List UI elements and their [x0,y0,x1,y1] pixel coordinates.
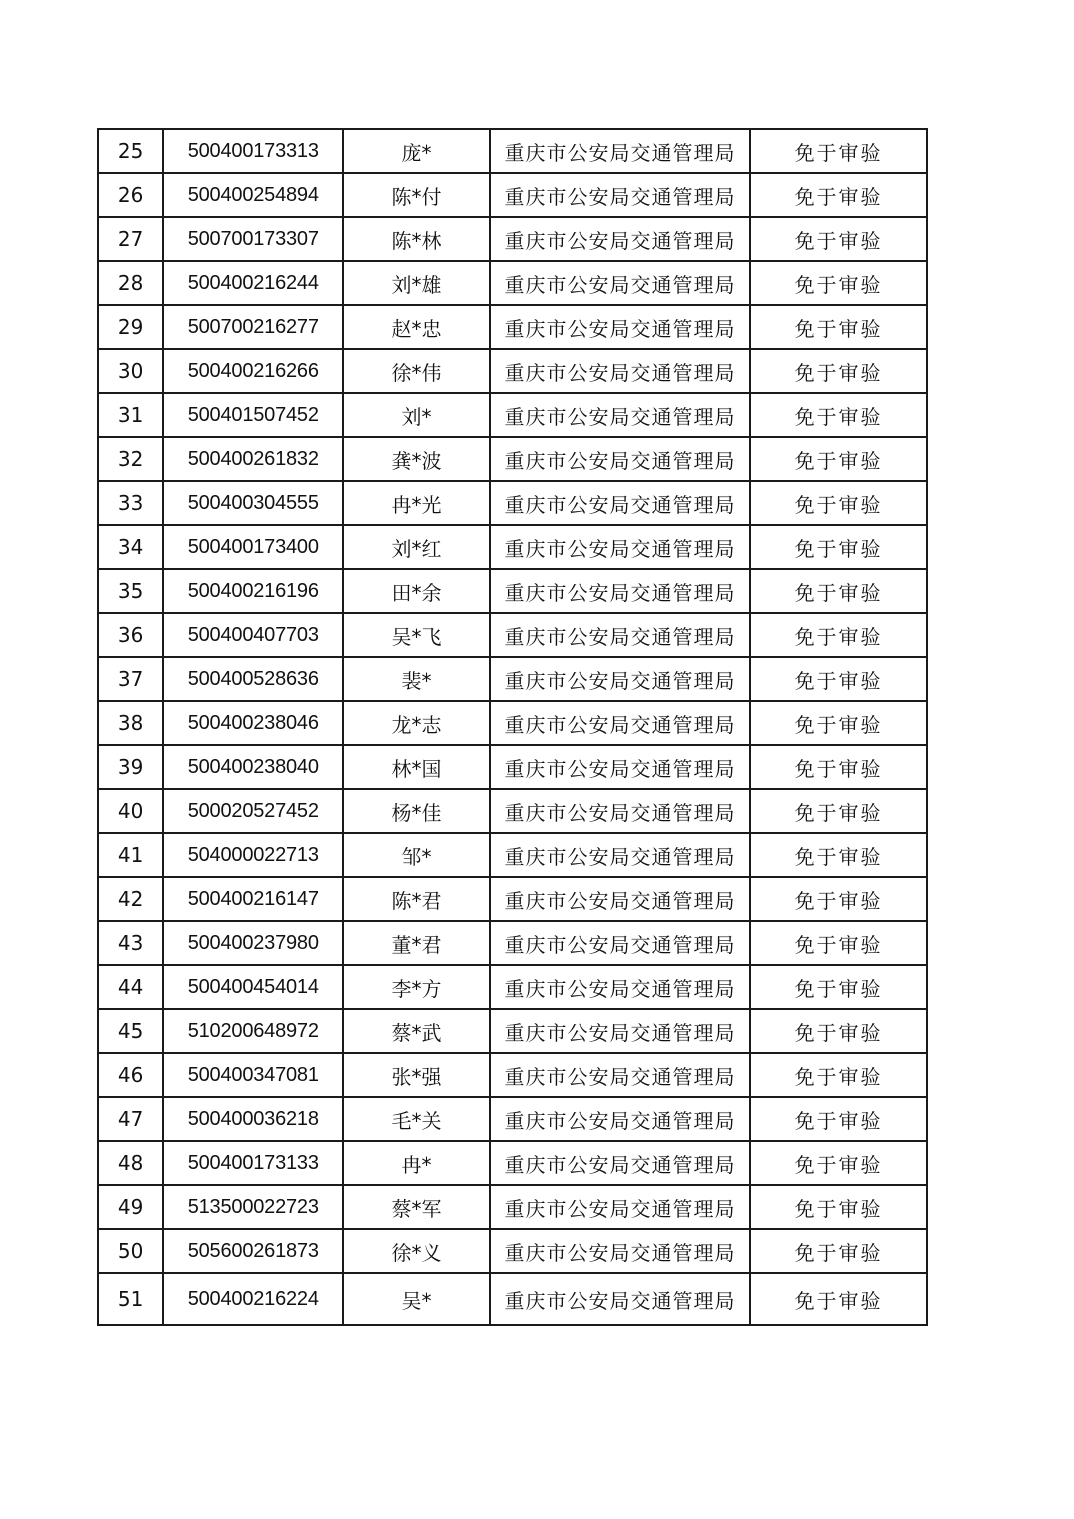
license-id-cell: 500400304555 [163,481,343,525]
license-id-cell: 500400216244 [163,261,343,305]
license-id-cell: 500400173313 [163,129,343,173]
review-status-cell: 免于审验 [750,437,927,481]
issuing-authority-cell: 重庆市公安局交通管理局 [490,437,750,481]
review-status-cell: 免于审验 [750,921,927,965]
review-status-cell: 免于审验 [750,877,927,921]
row-number-cell: 39 [98,745,163,789]
row-number-cell: 35 [98,569,163,613]
license-id-cell: 500400173400 [163,525,343,569]
license-id-cell: 513500022723 [163,1185,343,1229]
license-id-cell: 500700216277 [163,305,343,349]
row-number-cell: 26 [98,173,163,217]
table-row [98,129,927,173]
row-number-cell: 31 [98,393,163,437]
review-status-cell: 免于审验 [750,349,927,393]
issuing-authority-cell: 重庆市公安局交通管理局 [490,965,750,1009]
license-id-cell: 500700173307 [163,217,343,261]
review-status-cell: 免于审验 [750,1141,927,1185]
row-number-cell: 37 [98,657,163,701]
issuing-authority-cell: 重庆市公安局交通管理局 [490,789,750,833]
row-number-cell: 29 [98,305,163,349]
table-row [98,437,927,481]
review-status-cell: 免于审验 [750,745,927,789]
table-row [98,921,927,965]
review-status-cell: 免于审验 [750,217,927,261]
issuing-authority-cell: 重庆市公安局交通管理局 [490,921,750,965]
license-id-cell: 500400216147 [163,877,343,921]
driver-name-cell: 刘*红 [343,525,490,569]
issuing-authority-cell: 重庆市公安局交通管理局 [490,525,750,569]
review-status-cell: 免于审验 [750,173,927,217]
table-row [98,657,927,701]
review-status-cell: 免于审验 [750,1229,927,1273]
table-row [98,1273,927,1325]
table-row [98,789,927,833]
review-status-cell: 免于审验 [750,965,927,1009]
driver-name-cell: 裴* [343,657,490,701]
issuing-authority-cell: 重庆市公安局交通管理局 [490,657,750,701]
license-id-cell: 500400407703 [163,613,343,657]
table-row [98,349,927,393]
issuing-authority-cell: 重庆市公安局交通管理局 [490,129,750,173]
license-id-cell: 500400238040 [163,745,343,789]
row-number-cell: 50 [98,1229,163,1273]
issuing-authority-cell: 重庆市公安局交通管理局 [490,393,750,437]
row-number-cell: 43 [98,921,163,965]
license-id-cell: 500400216224 [163,1273,343,1325]
table-row [98,701,927,745]
row-number-cell: 44 [98,965,163,1009]
driver-name-cell: 陈*付 [343,173,490,217]
review-status-cell: 免于审验 [750,833,927,877]
issuing-authority-cell: 重庆市公安局交通管理局 [490,877,750,921]
table-row [98,525,927,569]
driver-name-cell: 冉* [343,1141,490,1185]
issuing-authority-cell: 重庆市公安局交通管理局 [490,833,750,877]
table-row [98,1185,927,1229]
row-number-cell: 40 [98,789,163,833]
review-status-cell: 免于审验 [750,129,927,173]
license-id-cell: 500400036218 [163,1097,343,1141]
table-body [98,129,927,1325]
issuing-authority-cell: 重庆市公安局交通管理局 [490,1229,750,1273]
row-number-cell: 28 [98,261,163,305]
issuing-authority-cell: 重庆市公安局交通管理局 [490,1009,750,1053]
table-row [98,1097,927,1141]
row-number-cell: 42 [98,877,163,921]
driver-name-cell: 邹* [343,833,490,877]
row-number-cell: 38 [98,701,163,745]
license-id-cell: 500401507452 [163,393,343,437]
license-id-cell: 500400254894 [163,173,343,217]
review-status-cell: 免于审验 [750,701,927,745]
driver-name-cell: 徐*伟 [343,349,490,393]
issuing-authority-cell: 重庆市公安局交通管理局 [490,569,750,613]
issuing-authority-cell: 重庆市公安局交通管理局 [490,305,750,349]
review-status-cell: 免于审验 [750,789,927,833]
license-id-cell: 500400528636 [163,657,343,701]
row-number-cell: 34 [98,525,163,569]
review-status-cell: 免于审验 [750,613,927,657]
table-row [98,745,927,789]
review-status-cell: 免于审验 [750,569,927,613]
license-id-cell: 500400261832 [163,437,343,481]
review-status-cell: 免于审验 [750,525,927,569]
issuing-authority-cell: 重庆市公安局交通管理局 [490,261,750,305]
review-status-cell: 免于审验 [750,657,927,701]
table-row [98,965,927,1009]
row-number-cell: 25 [98,129,163,173]
license-id-cell: 504000022713 [163,833,343,877]
row-number-cell: 32 [98,437,163,481]
driver-name-cell: 张*强 [343,1053,490,1097]
review-status-cell: 免于审验 [750,261,927,305]
row-number-cell: 36 [98,613,163,657]
license-id-cell: 500400237980 [163,921,343,965]
driver-name-cell: 李*方 [343,965,490,1009]
table-row [98,877,927,921]
driver-name-cell: 陈*林 [343,217,490,261]
driver-name-cell: 庞* [343,129,490,173]
table-row [98,305,927,349]
driver-name-cell: 杨*佳 [343,789,490,833]
license-id-cell: 500020527452 [163,789,343,833]
row-number-cell: 30 [98,349,163,393]
license-id-cell: 500400216266 [163,349,343,393]
review-status-cell: 免于审验 [750,481,927,525]
issuing-authority-cell: 重庆市公安局交通管理局 [490,1273,750,1325]
row-number-cell: 33 [98,481,163,525]
license-id-cell: 505600261873 [163,1229,343,1273]
review-status-cell: 免于审验 [750,1053,927,1097]
issuing-authority-cell: 重庆市公安局交通管理局 [490,745,750,789]
issuing-authority-cell: 重庆市公安局交通管理局 [490,349,750,393]
table-row [98,1229,927,1273]
driver-name-cell: 吴*飞 [343,613,490,657]
row-number-cell: 48 [98,1141,163,1185]
driver-name-cell: 徐*义 [343,1229,490,1273]
driver-name-cell: 龙*志 [343,701,490,745]
row-number-cell: 47 [98,1097,163,1141]
table-row [98,833,927,877]
issuing-authority-cell: 重庆市公安局交通管理局 [490,701,750,745]
row-number-cell: 46 [98,1053,163,1097]
driver-name-cell: 吴* [343,1273,490,1325]
exemption-table [97,128,928,1326]
driver-name-cell: 蔡*军 [343,1185,490,1229]
table-row [98,1053,927,1097]
table-row [98,1009,927,1053]
row-number-cell: 49 [98,1185,163,1229]
row-number-cell: 41 [98,833,163,877]
review-status-cell: 免于审验 [750,393,927,437]
issuing-authority-cell: 重庆市公安局交通管理局 [490,173,750,217]
driver-name-cell: 董*君 [343,921,490,965]
license-id-cell: 500400454014 [163,965,343,1009]
driver-name-cell: 赵*忠 [343,305,490,349]
driver-name-cell: 刘* [343,393,490,437]
issuing-authority-cell: 重庆市公安局交通管理局 [490,1141,750,1185]
table-row [98,481,927,525]
driver-name-cell: 冉*光 [343,481,490,525]
license-id-cell: 500400347081 [163,1053,343,1097]
review-status-cell: 免于审验 [750,1009,927,1053]
driver-name-cell: 林*国 [343,745,490,789]
table-row [98,569,927,613]
driver-name-cell: 陈*君 [343,877,490,921]
issuing-authority-cell: 重庆市公安局交通管理局 [490,1097,750,1141]
review-status-cell: 免于审验 [750,305,927,349]
issuing-authority-cell: 重庆市公安局交通管理局 [490,481,750,525]
row-number-cell: 51 [98,1273,163,1325]
issuing-authority-cell: 重庆市公安局交通管理局 [490,1053,750,1097]
driver-name-cell: 刘*雄 [343,261,490,305]
license-id-cell: 500400238046 [163,701,343,745]
license-id-cell: 510200648972 [163,1009,343,1053]
table-row [98,613,927,657]
table-row [98,173,927,217]
review-status-cell: 免于审验 [750,1097,927,1141]
review-status-cell: 免于审验 [750,1273,927,1325]
license-id-cell: 500400216196 [163,569,343,613]
review-status-cell: 免于审验 [750,1185,927,1229]
table-row [98,393,927,437]
license-id-cell: 500400173133 [163,1141,343,1185]
row-number-cell: 27 [98,217,163,261]
issuing-authority-cell: 重庆市公安局交通管理局 [490,1185,750,1229]
row-number-cell: 45 [98,1009,163,1053]
table-row [98,1141,927,1185]
table-row [98,217,927,261]
issuing-authority-cell: 重庆市公安局交通管理局 [490,217,750,261]
issuing-authority-cell: 重庆市公安局交通管理局 [490,613,750,657]
table-row [98,261,927,305]
driver-name-cell: 龚*波 [343,437,490,481]
driver-name-cell: 蔡*武 [343,1009,490,1053]
driver-name-cell: 田*余 [343,569,490,613]
driver-name-cell: 毛*关 [343,1097,490,1141]
